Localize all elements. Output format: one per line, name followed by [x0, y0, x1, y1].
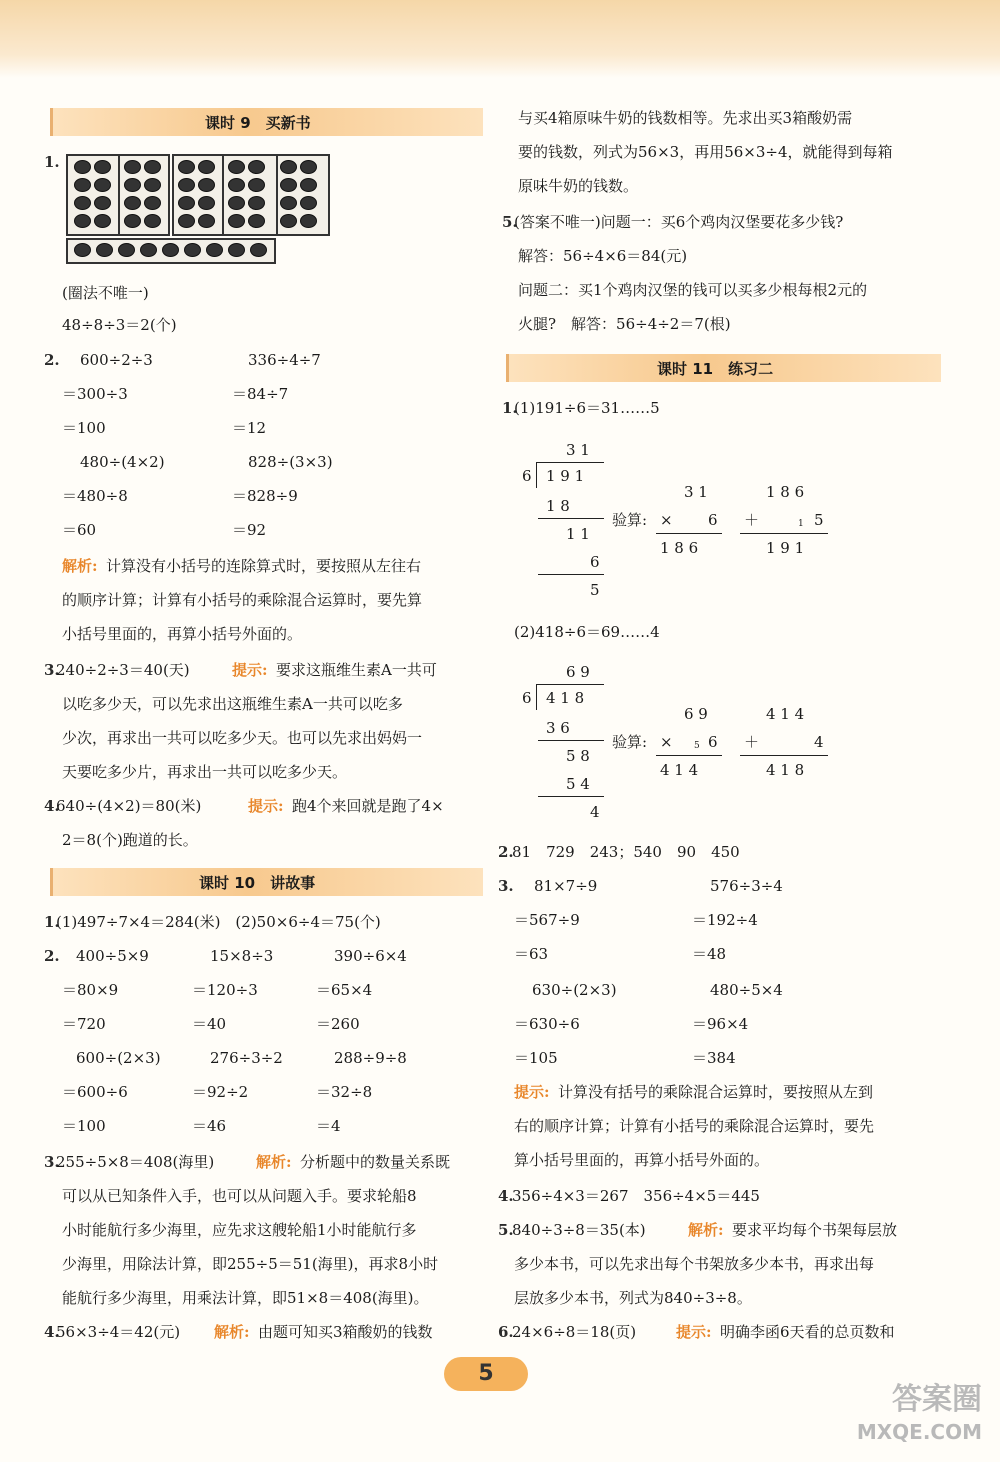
text-line: 少海里，用除法计算，即255÷5＝51(海里)，再求8小时 — [62, 1255, 439, 1273]
analysis-label: 解析: — [256, 1153, 292, 1171]
calc-line: 480÷5×4 — [710, 981, 783, 999]
lesson11-title: 课时 11 练习二 — [657, 360, 774, 378]
cake-item — [228, 196, 245, 210]
calc-line: ＝300÷3 — [62, 385, 128, 403]
q-number: 4. — [44, 797, 60, 815]
q-number: 2. — [44, 947, 60, 965]
calc-line: 600÷2÷3 — [80, 351, 153, 369]
text-line: 计算没有括号的乘除混合运算时，要按照从左到 — [558, 1083, 874, 1101]
calc-line: ＝92 — [232, 521, 267, 539]
watermark — [857, 1384, 982, 1448]
calc-line: ＝84÷7 — [232, 385, 289, 403]
cake-item — [74, 196, 91, 210]
q-number: 3. — [44, 661, 60, 679]
decorative-top-band — [0, 0, 1000, 78]
text-line: 问题二：买1个鸡肉汉堡的钱可以买多少根每根2元的 — [518, 281, 868, 299]
check-label: 验算: — [612, 511, 648, 529]
calc-line: 390÷6×4 — [334, 947, 407, 965]
text-line: 以吃多少天，可以先求出这瓶维生素A一共可以吃多 — [62, 695, 403, 713]
q-number: 5. — [498, 1221, 514, 1239]
answers: 81 729 243；540 90 450 — [512, 843, 740, 861]
cake-item — [178, 178, 195, 192]
calc-line: ＝96×4 — [692, 1015, 749, 1033]
cake-item — [300, 160, 317, 174]
cake-item — [124, 178, 141, 192]
cake-item — [144, 196, 161, 210]
text-line: 跑4个来回就是跑了4× — [292, 797, 444, 815]
operand: 6 — [708, 511, 718, 529]
subtract: 3 6 — [546, 719, 570, 737]
cake-item — [280, 160, 297, 174]
cake-item — [248, 214, 265, 228]
cake-item — [184, 243, 201, 257]
remainder: 4 — [590, 803, 600, 821]
calc-line: 576÷3÷4 — [710, 877, 783, 895]
cake-item — [178, 196, 195, 210]
cake-item — [144, 160, 161, 174]
calc-line: 600÷(2×3) — [76, 1049, 161, 1067]
result: 4 1 8 — [766, 761, 805, 779]
equation: (2)418÷6＝69……4 — [514, 623, 660, 641]
text-line: 的顺序计算；计算有小括号的乘除混合运算时，要先算 — [62, 591, 423, 609]
cake-item — [248, 196, 265, 210]
watermark-logo-text: 答案圈 — [892, 1382, 982, 1417]
q-number: 3. — [498, 877, 514, 895]
cake-item — [118, 243, 135, 257]
hint-label: 提示: — [514, 1083, 550, 1101]
calc-line: 276÷3÷2 — [210, 1049, 283, 1067]
text-line: 右的顺序计算；计算有小括号的乘除混合运算时，要先 — [514, 1117, 875, 1135]
operand: 4 1 4 — [766, 705, 805, 723]
remainder: 5 8 — [566, 747, 590, 765]
text-line: 原味牛奶的钱数。 — [518, 177, 639, 195]
operand: 3 1 — [684, 483, 708, 501]
remainder: 1 1 — [566, 525, 590, 543]
cake-item — [198, 196, 215, 210]
equation: 255÷5×8＝408(海里) — [56, 1153, 215, 1171]
operand: 5 — [814, 511, 824, 529]
cake-item — [74, 243, 91, 257]
calc-line: 15×8÷3 — [210, 947, 274, 965]
cake-item — [228, 214, 245, 228]
calc-line: ＝12 — [232, 419, 267, 437]
cake-item — [280, 196, 297, 210]
q-number: 1. — [502, 399, 518, 417]
cake-item — [124, 196, 141, 210]
text-line: 多少本书，可以先求出每个书架放多少本书，再求出每 — [514, 1255, 875, 1273]
text-line: 算小括号里面的，再算小括号外面的。 — [514, 1151, 770, 1169]
divisor: 6 — [522, 467, 532, 485]
cake-item — [162, 243, 179, 257]
cake-item — [198, 160, 215, 174]
cake-item — [280, 178, 297, 192]
cake-item — [248, 160, 265, 174]
cake-item — [300, 196, 317, 210]
calc-line: ＝630÷6 — [514, 1015, 580, 1033]
cake-item — [94, 178, 111, 192]
cake-item — [228, 160, 245, 174]
calc-line: ＝120÷3 — [192, 981, 258, 999]
text-line: 小括号里面的，再算小括号外面的。 — [62, 625, 303, 643]
calc-line: ＝100 — [62, 1117, 106, 1135]
equation: 840÷3÷8＝35(本) — [512, 1221, 646, 1239]
subtract: 5 4 — [566, 775, 590, 793]
text-line: 要的钱数，列式为56×3，再用56×3÷4，就能得到每箱 — [518, 143, 893, 161]
q-number: 1. — [44, 153, 60, 171]
calc-line: ＝260 — [316, 1015, 360, 1033]
hint-label: 提示: — [248, 797, 284, 815]
q-number: 3. — [44, 1153, 60, 1171]
dividend: 1 9 1 — [546, 467, 585, 485]
text-line: (答案不唯一)问题一：买6个鸡肉汉堡要花多少钱? — [514, 213, 844, 231]
calc-line: ＝600÷6 — [62, 1083, 128, 1101]
cake-item — [94, 160, 111, 174]
q-number: 6. — [498, 1323, 514, 1341]
operand: 6 9 — [684, 705, 708, 723]
text-line: 解答：56÷4×6＝84(元) — [518, 247, 688, 265]
calc-line: ＝46 — [192, 1117, 227, 1135]
text-line: 2＝8(个)跑道的长。 — [62, 831, 198, 849]
analysis-label: 解析: — [688, 1221, 724, 1239]
result: 4 1 4 — [660, 761, 699, 779]
page-number: 5 — [444, 1357, 528, 1391]
text-line: 与买4箱原味牛奶的钱数相等。先求出买3箱酸奶需 — [518, 109, 853, 127]
calc-line: ＝48 — [692, 945, 727, 963]
times-symbol: × — [660, 733, 673, 751]
q-number: 2. — [498, 843, 514, 861]
lesson9-title: 课时 9 买新书 — [205, 114, 311, 132]
cake-item — [74, 160, 91, 174]
cake-item — [228, 243, 245, 257]
cake-item — [198, 178, 215, 192]
equation: 48÷8÷3＝2(个) — [62, 316, 177, 334]
calc-line: 828÷(3×3) — [248, 453, 333, 471]
calc-line: 400÷5×9 — [76, 947, 149, 965]
remainder: 5 — [590, 581, 600, 599]
result: 1 9 1 — [766, 539, 805, 557]
calc-line: ＝32÷8 — [316, 1083, 373, 1101]
text-line: 要求平均每个书架每层放 — [732, 1221, 898, 1239]
calc-line: ＝720 — [62, 1015, 106, 1033]
q-number: 1. — [44, 913, 60, 931]
text-line: 天要吃多少片，再求出一共可以吃多少天。 — [62, 763, 348, 781]
equation: 240÷2÷3＝40(天) — [56, 661, 190, 679]
calc-line: ＝105 — [514, 1049, 558, 1067]
cake-item — [228, 178, 245, 192]
quotient: 6 9 — [566, 663, 590, 681]
calc-line: ＝92÷2 — [192, 1083, 249, 1101]
calc-line: ＝384 — [692, 1049, 736, 1067]
calc-line: ＝480÷8 — [62, 487, 128, 505]
subtract: 6 — [590, 553, 600, 571]
cake-item — [300, 178, 317, 192]
calc-line: ＝567÷9 — [514, 911, 580, 929]
equation: 640÷(4×2)＝80(米) — [56, 797, 202, 815]
plus-symbol: ＋ — [744, 511, 760, 529]
carry: 5 — [694, 741, 700, 751]
calc-line: 630÷(2×3) — [532, 981, 617, 999]
hint-label: 提示: — [232, 661, 268, 679]
analysis-label: 解析: — [214, 1323, 250, 1341]
cake-item — [280, 214, 297, 228]
cake-item — [144, 178, 161, 192]
cake-item — [94, 214, 111, 228]
calc-line: ＝63 — [514, 945, 549, 963]
text-line: 能航行多少海里，用乘法计算，即51×8＝408(海里)。 — [62, 1289, 429, 1307]
subtract: 1 8 — [546, 497, 570, 515]
note: (圈法不唯一) — [62, 284, 149, 302]
dividend: 4 1 8 — [546, 689, 585, 707]
cake-item — [144, 214, 161, 228]
lesson10-header — [50, 868, 483, 896]
calc-line: 288÷9÷8 — [334, 1049, 407, 1067]
calc-line: ＝80×9 — [62, 981, 119, 999]
equation: (1)497÷7×4＝284(米) (2)50×6÷4＝75(个) — [56, 913, 381, 931]
cake-item — [250, 243, 267, 257]
q-number: 2. — [44, 351, 60, 369]
calc-line: ＝100 — [62, 419, 106, 437]
cake-item — [300, 214, 317, 228]
q-number: 5. — [502, 213, 518, 231]
cake-item — [178, 160, 195, 174]
quotient: 3 1 — [566, 441, 590, 459]
cake-item — [74, 178, 91, 192]
calc-line: ＝192÷4 — [692, 911, 758, 929]
text-line: 要求这瓶维生素A一共可 — [276, 661, 437, 679]
cake-item — [140, 243, 157, 257]
calc-line: ＝40 — [192, 1015, 227, 1033]
operand: 4 — [814, 733, 824, 751]
text-line: 计算没有小括号的连除算式时，要按照从左往右 — [106, 557, 422, 575]
q-number: 4. — [44, 1323, 60, 1341]
plus-symbol: ＋ — [744, 733, 760, 751]
text-line: 分析题中的数量关系既 — [300, 1153, 451, 1171]
calc-line: ＝60 — [62, 521, 97, 539]
answers: 356÷4×3＝267 356÷4×5＝445 — [512, 1187, 760, 1205]
text-line: 少次，再求出一共可以吃多少天。也可以先求出妈妈一 — [62, 729, 423, 747]
cake-item — [178, 214, 195, 228]
operand: 6 — [708, 733, 718, 751]
calc-line: ＝4 — [316, 1117, 341, 1135]
hint-label: 提示: — [676, 1323, 712, 1341]
carry: 1 — [798, 519, 804, 529]
times-symbol: × — [660, 511, 673, 529]
text-line: 层放多少本书，列式为840÷3÷8。 — [514, 1289, 752, 1307]
equation: 56×3÷4＝42(元) — [56, 1323, 181, 1341]
calc-line: ＝828÷9 — [232, 487, 298, 505]
cake-item — [96, 243, 113, 257]
text-line: 可以从已知条件入手，也可以从问题入手。要求轮船8 — [62, 1187, 417, 1205]
calc-line: 81×7÷9 — [534, 877, 598, 895]
cake-item — [74, 214, 91, 228]
lesson9-header — [50, 108, 483, 136]
cake-item — [248, 178, 265, 192]
calc-line: ＝65×4 — [316, 981, 373, 999]
watermark-url: MXQE.COM — [856, 1420, 982, 1444]
result: 1 8 6 — [660, 539, 699, 557]
text-line: 小时能航行多少海里，应先求这艘轮船1小时能航行多 — [62, 1221, 417, 1239]
cake-item — [94, 196, 111, 210]
cake-item — [124, 160, 141, 174]
lesson11-header — [506, 354, 941, 382]
equation: (1)191÷6＝31……5 — [514, 399, 660, 417]
calc-line: 336÷4÷7 — [248, 351, 321, 369]
cake-item — [124, 214, 141, 228]
check-label: 验算: — [612, 733, 648, 751]
cake-item — [198, 214, 215, 228]
divisor: 6 — [522, 689, 532, 707]
calc-line: 480÷(4×2) — [80, 453, 165, 471]
equation: 24×6÷8＝18(页) — [512, 1323, 637, 1341]
text-line: 明确李函6天看的总页数和 — [720, 1323, 895, 1341]
operand: 1 8 6 — [766, 483, 805, 501]
text-line: 火腿? 解答：56÷4÷2＝7(根) — [518, 315, 731, 333]
q-number: 4. — [498, 1187, 514, 1205]
analysis-label: 解析: — [62, 557, 98, 575]
lesson10-title: 课时 10 讲故事 — [199, 874, 316, 892]
text-line: 由题可知买3箱酸奶的钱数 — [258, 1323, 433, 1341]
cake-item — [206, 243, 223, 257]
